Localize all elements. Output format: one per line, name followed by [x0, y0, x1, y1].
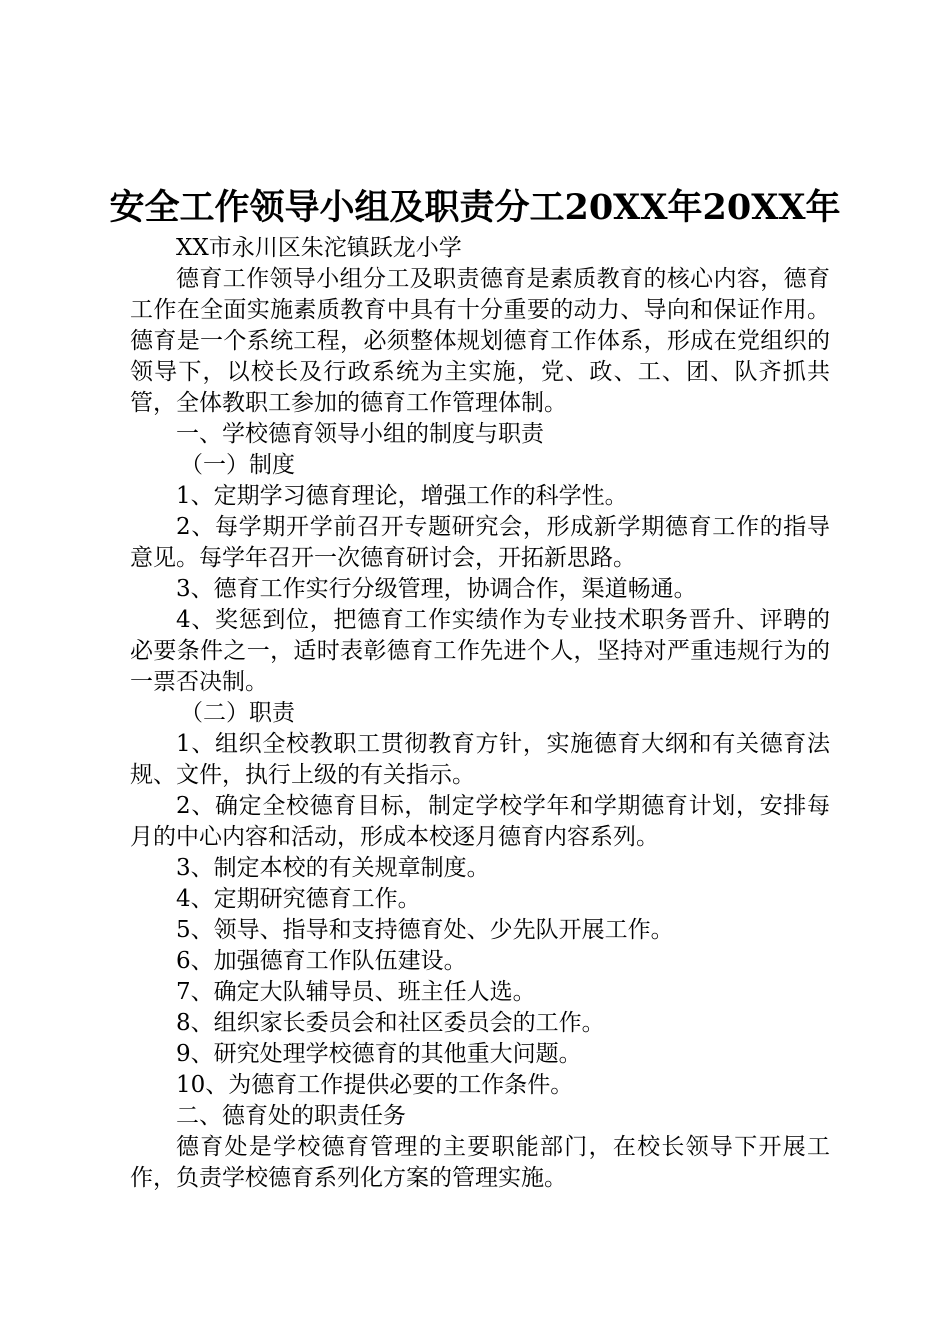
list-item: 4、奖惩到位，把德育工作实绩作为专业技术职务晋升、评聘的必要条件之一，适时表彰德育工作先进个人，坚持对严重违规行为的一票否决制。: [130, 607, 830, 695]
section-heading-1: 一、学校德育领导小组的制度与职责: [176, 421, 544, 447]
intro-paragraph: 德育工作领导小组分工及职责德育是素质教育的核心内容，德育工作在全面实施素质教育中具有十分重要的动力、导向和保证作用。德育是一个系统工程，必须整体规划德育工作体系，形成在党组织的领导下，以校长及行政系统为主实施，党、政、工、团、队齐抓共管，全体教职工参加的德育工作管理体制。: [130, 266, 830, 416]
section-heading-2: 二、德育处的职责任务: [176, 1103, 406, 1129]
school-name: XX市永川区朱沱镇跃龙小学: [176, 235, 462, 261]
list-item: 5、领导、指导和支持德育处、少先队开展工作。: [176, 917, 674, 943]
list-item: 2、确定全校德育目标，制定学校学年和学期德育计划，安排每月的中心内容和活动，形成本校逐月德育内容系列。: [130, 793, 830, 850]
list-item: 8、组织家长委员会和社区委员会的工作。: [176, 1010, 605, 1036]
closing-paragraph: 德育处是学校德育管理的主要职能部门，在校长领导下开展工作，负责学校德育系列化方案的管理实施。: [130, 1134, 830, 1191]
list-item: 10、为德育工作提供必要的工作条件。: [176, 1072, 574, 1098]
list-item: 3、制定本校的有关规章制度。: [176, 855, 490, 881]
subsection-heading-duties: （二）职责: [180, 700, 295, 726]
subsection-heading-system: （一）制度: [180, 452, 295, 478]
list-item: 1、定期学习德育理论，增强工作的科学性。: [176, 483, 628, 509]
list-item: 1、组织全校教职工贯彻教育方针，实施德育大纲和有关德育法规、文件，执行上级的有关指示。: [130, 731, 830, 788]
document-title: 安全工作领导小组及职责分工20XX年20XX年: [109, 187, 841, 228]
list-item: 9、研究处理学校德育的其他重大问题。: [176, 1041, 582, 1067]
list-item: 7、确定大队辅导员、班主任人选。: [176, 979, 536, 1005]
list-item: 2、每学期开学前召开专题研究会，形成新学期德育工作的指导意见。每学年召开一次德育研讨会，开拓新思路。: [130, 514, 830, 571]
list-item: 3、德育工作实行分级管理，协调合作，渠道畅通。: [176, 576, 697, 602]
document-body: [130, 233, 830, 1194]
list-item: 6、加强德育工作队伍建设。: [176, 948, 467, 974]
list-item: 4、定期研究德育工作。: [176, 886, 421, 912]
